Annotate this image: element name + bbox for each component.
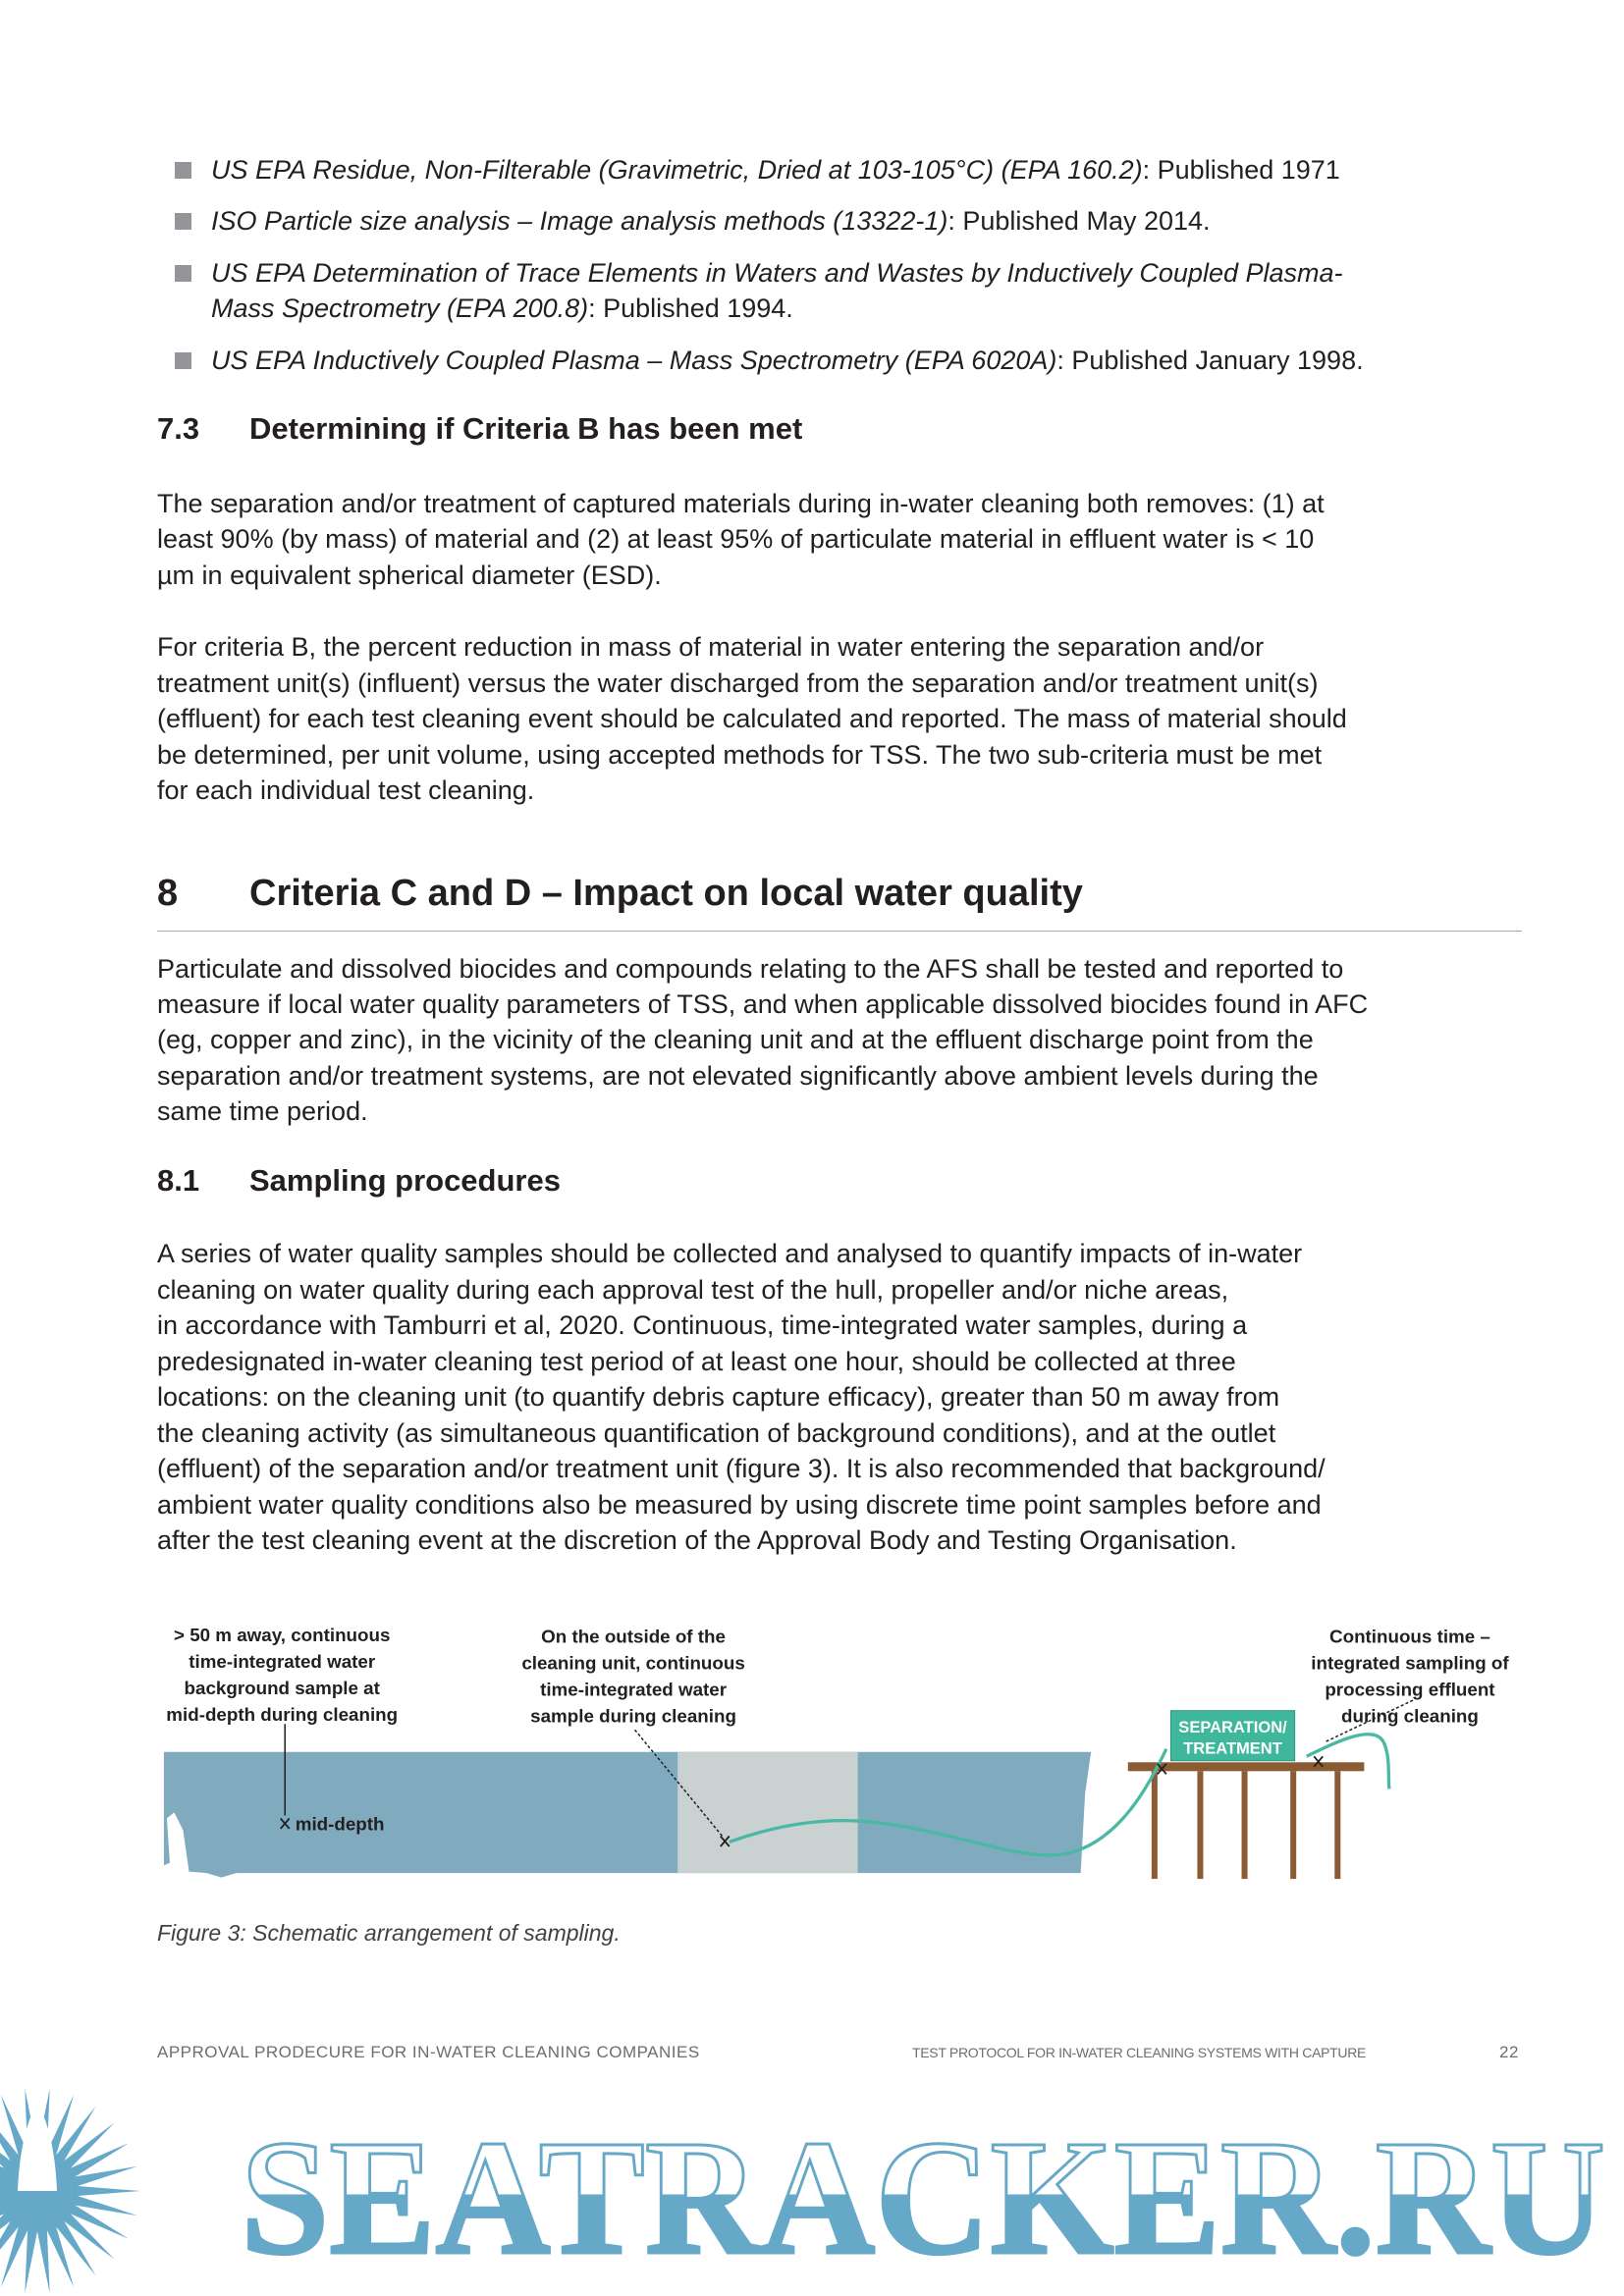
- section-8-1-title: Sampling procedures: [249, 1163, 561, 1198]
- paragraph-line: after the test cleaning event at the discretion of the Approval Body and Testing Organisation.: [157, 1525, 1237, 1555]
- label-line: during cleaning: [1341, 1705, 1479, 1727]
- paragraph-line: (eg, copper and zinc), in the vicinity of the cleaning unit and at the effluent discharge point from the: [157, 1025, 1314, 1055]
- watermark: [0, 2081, 1624, 2296]
- sun-logo-icon: [0, 2089, 140, 2293]
- label-line: Continuous time –: [1329, 1626, 1490, 1647]
- watermark-text: SEATRACKER.RU: [241, 2107, 1605, 2289]
- section-8-title: Criteria C and D – Impact on local water quality: [249, 873, 1083, 914]
- section-7-3-number: 7.3: [157, 411, 200, 446]
- reference-item: [211, 255, 1343, 291]
- box-label-line-2: TREATMENT: [1183, 1738, 1282, 1758]
- label-background: [166, 1625, 398, 1725]
- reference-published: : Published May 2014.: [947, 206, 1211, 236]
- reference-title: US EPA Inductively Coupled Plasma – Mass Spectrometry (EPA 6020A): [211, 346, 1057, 375]
- bullet-icon: [175, 352, 191, 369]
- paragraph-line: locations: on the cleaning unit (to quantify debris capture efficacy), greater than 50 m away from: [157, 1382, 1280, 1412]
- label-line: On the outside of the: [541, 1626, 726, 1647]
- caption-prefix: Figure 3: [157, 1920, 241, 1946]
- paragraph-line: the cleaning activity (as simultaneous quantification of background conditions), and at the outlet: [157, 1417, 1276, 1448]
- paragraph-line: For criteria B, the percent reduction in mass of material in water entering the separation and/or: [157, 632, 1265, 662]
- reference-item: [211, 203, 1211, 239]
- pier: [1128, 1762, 1365, 1879]
- paragraph-line: A series of water quality samples should be collected and analysed to quantify impacts of in-water: [157, 1239, 1303, 1268]
- bullet-icon: [175, 213, 191, 230]
- section-8-1-number: 8.1: [157, 1163, 200, 1198]
- paragraph-line: be determined, per unit volume, using accepted methods for TSS. The two sub-criteria must be met: [157, 739, 1323, 770]
- paragraph-line: measure if local water quality parameters of TSS, and when applicable dissolved biocides found in AFC: [157, 989, 1369, 1020]
- label-line: time-integrated water: [189, 1651, 376, 1673]
- reference-item: [211, 291, 793, 326]
- footer-middle: TEST PROTOCOL FOR IN-WATER CLEANING SYSTEMS WITH CAPTURE: [912, 2045, 1367, 2060]
- caption-text: : Schematic arrangement of sampling.: [240, 1920, 621, 1946]
- label-cleaning-unit: [521, 1627, 744, 1727]
- separation-treatment-unit: [1170, 1711, 1294, 1761]
- section-7-3-title: Determining if Criteria B has been met: [249, 411, 803, 446]
- label-line: > 50 m away, continuous: [174, 1625, 391, 1646]
- footer-left: APPROVAL PRODECURE FOR IN-WATER CLEANING COMPANIES: [157, 2043, 700, 2061]
- reference-title: US EPA Residue, Non-Filterable (Gravimetric, Dried at 103-105°C) (EPA 160.2): [211, 155, 1143, 185]
- paragraph-line: ambient water quality conditions also be measured by using discrete time point samples before and: [157, 1489, 1322, 1520]
- label-effluent: [1311, 1627, 1509, 1727]
- paragraph-line: (effluent) of the separation and/or treatment unit (figure 3). It is also recommended that background/: [157, 1454, 1326, 1483]
- label-line: background sample at: [184, 1678, 380, 1699]
- reference-item: [211, 343, 1364, 378]
- cleaning-zone-band: [677, 1752, 857, 1873]
- reference-published: : Published 1994.: [588, 294, 793, 323]
- paragraph-line: for each individual test cleaning.: [157, 775, 535, 805]
- reference-published: : Published January 1998.: [1056, 346, 1364, 375]
- reference-title: US EPA Determination of Trace Elements in Waters and Wastes by Inductively Coupled Plasma-: [211, 258, 1343, 288]
- label-line: cleaning unit, continuous: [521, 1652, 745, 1674]
- label-line: integrated sampling of: [1311, 1652, 1509, 1674]
- paragraph-line: predesignated in-water cleaning test period of at least one hour, should be collected at three: [157, 1346, 1236, 1376]
- box-label-line-1: SEPARATION/: [1178, 1718, 1287, 1737]
- paragraph-line: least 90% (by mass) of material and (2) at least 95% of particulate material in effluent water is < 10: [157, 524, 1315, 555]
- label-line: processing effluent: [1325, 1679, 1495, 1700]
- paragraph-line: in accordance with Tamburri et al, 2020. Continuous, time-integrated water samples, during a: [157, 1310, 1248, 1340]
- mid-depth-label: mid-depth: [295, 1813, 385, 1835]
- label-line: sample during cleaning: [530, 1705, 736, 1727]
- paragraph-line: separation and/or treatment systems, are not elevated significantly above ambient levels during the: [157, 1060, 1319, 1091]
- page-number: 22: [1499, 2043, 1519, 2061]
- reference-title: Mass Spectrometry (EPA 200.8): [211, 294, 589, 323]
- paragraph-line: treatment unit(s) (influent) versus the water discharged from the separation and/or treatment unit(s): [157, 667, 1319, 698]
- reference-item: [211, 152, 1340, 187]
- bullet-icon: [175, 162, 191, 179]
- reference-title: ISO Particle size analysis – Image analysis methods (13322-1): [211, 206, 948, 236]
- paragraph-line: same time period.: [157, 1095, 368, 1126]
- paragraph-line: cleaning on water quality during each approval test of the hull, propeller and/or niche areas,: [157, 1274, 1229, 1305]
- section-8-number: 8: [157, 873, 179, 914]
- paragraph-line: The separation and/or treatment of captured materials during in-water cleaning both removes: (1) at: [157, 489, 1325, 518]
- paragraph-line: Particulate and dissolved biocides and compounds relating to the AFS shall be tested and reported to: [157, 954, 1344, 984]
- bullet-icon: [175, 265, 191, 282]
- paragraph-line: µm in equivalent spherical diameter (ESD).: [157, 560, 662, 590]
- label-line: mid-depth during cleaning: [166, 1704, 399, 1726]
- paragraph-line: (effluent) for each test cleaning event should be calculated and reported. The mass of material should: [157, 704, 1347, 733]
- label-line: time-integrated water: [540, 1679, 728, 1700]
- figure-caption: [157, 1920, 621, 1947]
- reference-published: : Published 1971: [1142, 155, 1340, 185]
